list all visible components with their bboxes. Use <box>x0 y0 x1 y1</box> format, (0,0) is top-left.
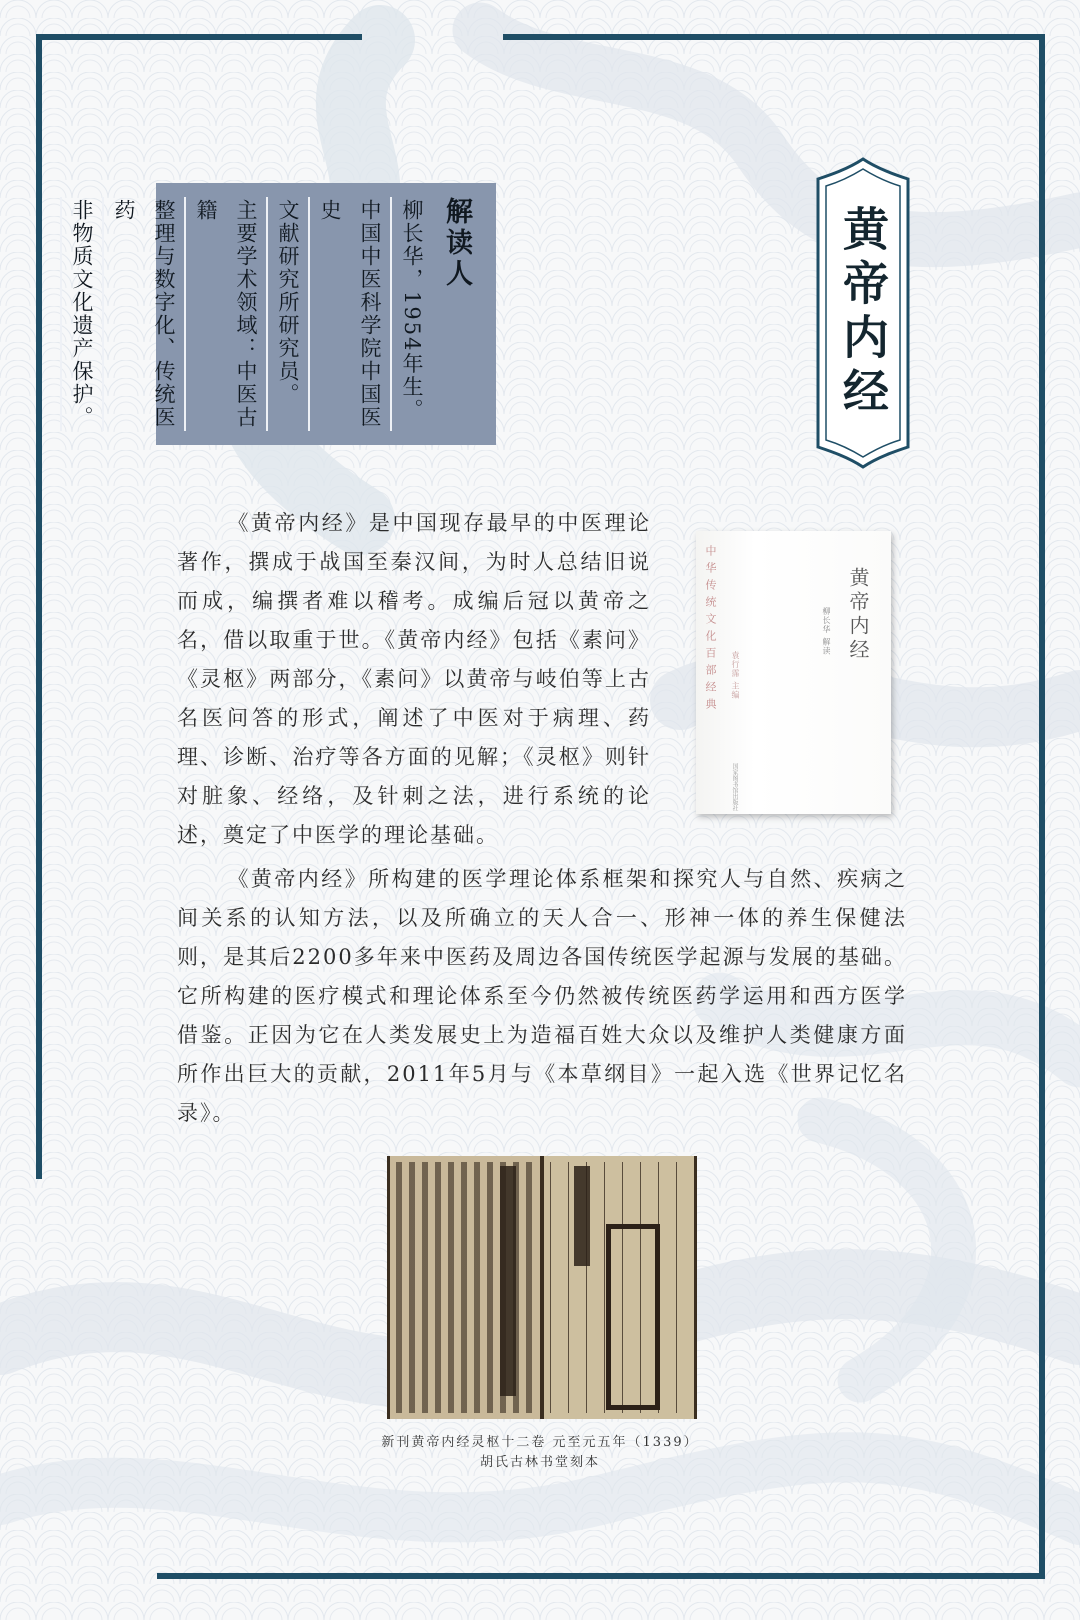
frame-top-right <box>503 34 1045 40</box>
body-paragraph <box>177 860 907 1133</box>
frame-bottom <box>157 1573 1045 1579</box>
reader-line: 文献研究所研究员。 <box>266 197 308 431</box>
book-cover-image <box>696 531 891 814</box>
frame-right <box>1039 34 1045 1579</box>
reader-line: 柳长华，1954年生。 <box>390 197 432 431</box>
cover-author: 柳长华 解读 <box>822 607 831 656</box>
ancient-title-column <box>574 1166 590 1266</box>
frame-left <box>36 34 42 1179</box>
ancient-title-column <box>500 1166 516 1396</box>
cover-title: 黄帝内经 <box>846 567 870 663</box>
ancient-title-box <box>606 1224 660 1410</box>
ancient-book-image <box>387 1156 697 1419</box>
title-badge <box>808 155 918 471</box>
reader-line: 整理与数字化、传统医药 <box>102 197 184 431</box>
ancient-page-left <box>390 1156 540 1419</box>
reader-line: 主要学术领域：中医古籍 <box>184 197 266 431</box>
body-paragraph <box>177 504 651 855</box>
image-caption: 新刊黄帝内经灵枢十二卷 元至元五年（1339） <box>381 1435 699 1450</box>
reader-panel <box>70 183 496 445</box>
cover-series: 中华传统文化百部经典 <box>704 545 717 715</box>
reader-line: 非物质文化遗产保护。 <box>60 197 102 431</box>
reader-heading: 解读人 <box>441 197 472 290</box>
cover-publisher: 国家图书馆出版社 <box>731 763 738 811</box>
paragraph-text: 《黄帝内经》是中国现存最早的中医理论著作，撰成于战国至秦汉间，为时人总结旧说而成，编撰者难以稽考。成编后冠以黄帝之名，借以取重于世。《黄帝内经》包括《素问》《灵枢》两部分，《素问》以黄帝与岐伯等上古名医问答的形式，阐述了中医对于病理、药理、诊断、治疗等各方面的见解；《灵枢》则针对脏象、经络，及针刺之法，进行系统的论述，奠定了中医学的理论基础。 <box>177 511 651 847</box>
image-caption: 胡氏古林书堂刻本 <box>479 1455 600 1470</box>
frame-top-left <box>36 34 362 40</box>
reader-line: 中国中医科学院中国医史 <box>308 197 390 431</box>
ancient-page-right <box>544 1156 694 1419</box>
paragraph-text: 《黄帝内经》所构建的医学理论体系框架和探究人与自然、疾病之间关系的认知方法，以及所确立的天人合一、形神一体的养生保健法则，是其后2200多年来中医药及周边各国传统医学起源与发展的基础。它所构建的医疗模式和理论体系至今仍然被传统医药学运用和西方医学借鉴。正因为它在人类发展史上为造福百姓大众以及维护人类健康方面所作出巨大的贡献，2011年5月与《本草纲目》一起入选《世界记忆名录》。 <box>177 867 907 1125</box>
cover-editor: 袁行霈 主编 <box>731 651 740 700</box>
page-title: 黄帝内经 <box>836 205 890 421</box>
